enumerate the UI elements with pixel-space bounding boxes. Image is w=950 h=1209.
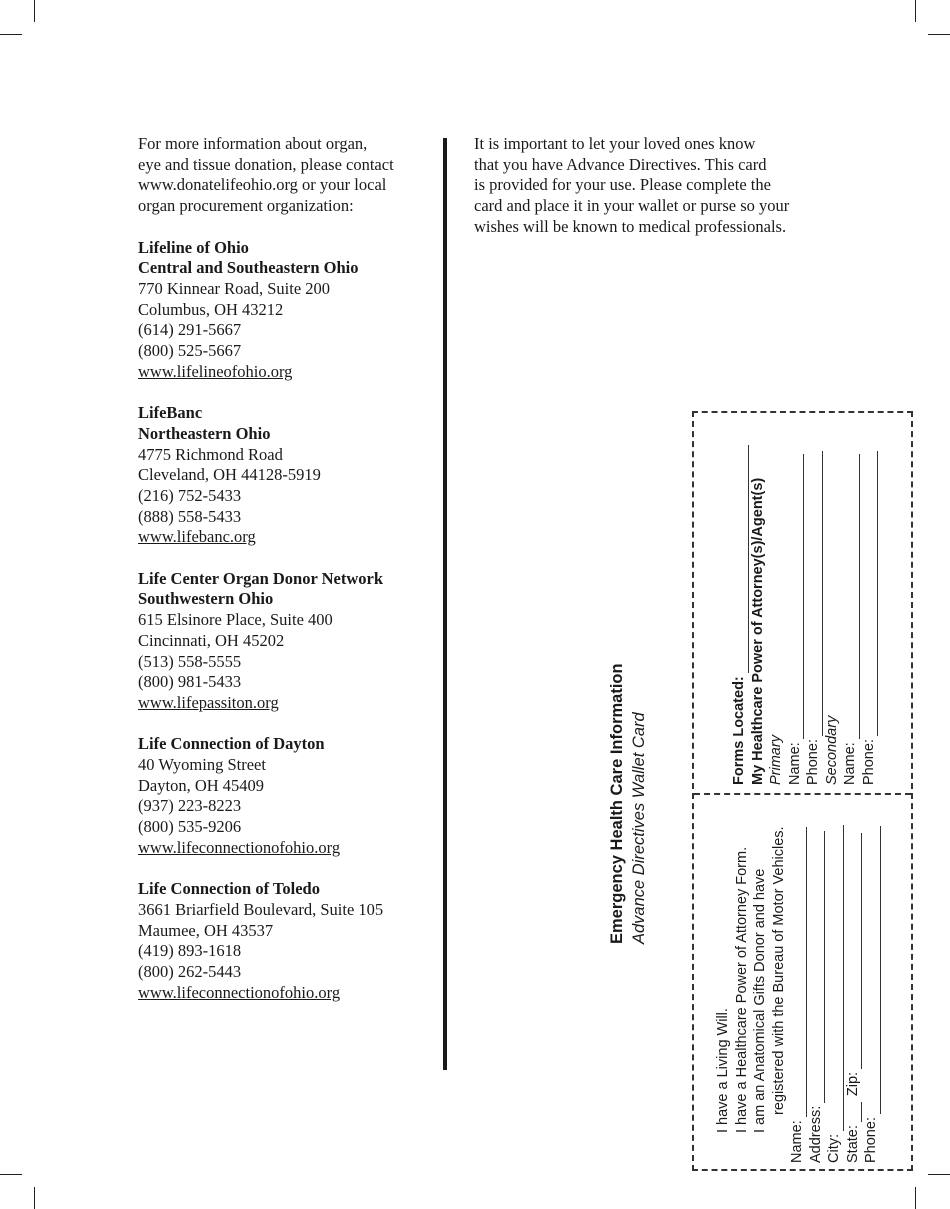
crop-mark: [915, 1187, 916, 1209]
org-name: Life Connection of Dayton: [138, 734, 325, 754]
org-phone: (800) 525-5667: [138, 341, 242, 361]
holder-address-line[interactable]: [812, 831, 825, 1103]
forms-located-line[interactable]: [736, 445, 749, 673]
card-statements: I have a Living Will. I have a Healthcare Power of Attorney Form. I am an Anatomical Gifts Donor and have registered with the Bureau of Motor Vehicles.: [715, 826, 787, 1133]
org-phone: (800) 262-5443: [138, 962, 242, 982]
forms-located-field: Forms Located:: [730, 445, 749, 785]
org-city: Cincinnati, OH 45202: [138, 630, 285, 650]
org-website-link[interactable]: www.lifepassiton.org: [138, 692, 279, 712]
org-website-link[interactable]: www.lifeconnectionofohio.org: [138, 982, 341, 1002]
organ-donation-info: [138, 134, 428, 1003]
org-life-connection-dayton: [138, 734, 428, 858]
org-address: 615 Elsinore Place, Suite 400: [138, 610, 333, 630]
holder-zip-line[interactable]: [849, 833, 862, 1069]
card-back-panel: [730, 445, 880, 785]
wallet-card: [692, 411, 913, 1171]
org-region: Northeastern Ohio: [138, 423, 271, 443]
org-phone: (216) 752-5433: [138, 485, 242, 505]
holder-state-line[interactable]: [849, 1102, 862, 1122]
org-city: Columbus, OH 43212: [138, 299, 284, 319]
org-website-link[interactable]: www.lifelineofohio.org: [138, 361, 293, 381]
holder-phone-line[interactable]: [868, 826, 881, 1114]
org-lifebanc: [138, 403, 428, 548]
org-lifeline-of-ohio: [138, 238, 428, 383]
poa-heading: My Healthcare Power of Attorney(s)/Agent(s): [749, 477, 766, 785]
holder-city-field: City:: [825, 818, 844, 1163]
card-subtitle: Advance Directives Wallet Card: [630, 712, 648, 944]
holder-phone-field: Phone:: [862, 818, 881, 1163]
crop-mark: [0, 1174, 22, 1175]
wallet-card-heading: [606, 640, 656, 944]
org-name: Life Connection of Toledo: [138, 879, 320, 899]
org-life-center: [138, 569, 428, 714]
org-phone: (800) 535-9206: [138, 817, 242, 837]
card-front-panel: [714, 818, 899, 1163]
donation-intro: For more information about organ, eye and tissue donation, please contact www.donatelifeohio.org or your local organ procurement organization:: [138, 134, 394, 216]
crop-mark: [34, 1187, 35, 1209]
column-divider: [443, 138, 447, 1070]
org-address: 40 Wyoming Street: [138, 755, 266, 775]
holder-state-zip-field: State: Zip:: [844, 818, 863, 1163]
org-phone: (937) 223-8223: [138, 796, 242, 816]
holder-address-field: Address:: [807, 818, 826, 1163]
org-name: Life Center Organ Donor Network: [138, 568, 384, 588]
holder-city-line[interactable]: [831, 825, 844, 1131]
org-region: Southwestern Ohio: [138, 589, 274, 609]
secondary-name-line[interactable]: [847, 454, 860, 739]
primary-name-field: Name:: [786, 445, 805, 785]
org-city: Cleveland, OH 44128-5919: [138, 465, 321, 485]
org-address: 3661 Briarfield Boulevard, Suite 105: [138, 899, 384, 919]
org-city: Maumee, OH 43537: [138, 920, 274, 940]
holder-name-field: Name:: [788, 818, 807, 1163]
secondary-phone-field: Phone:: [860, 445, 879, 785]
card-title: Emergency Health Care Information: [608, 663, 626, 944]
org-address: 770 Kinnear Road, Suite 200: [138, 278, 331, 298]
org-phone: (800) 981-5433: [138, 672, 242, 692]
primary-name-line[interactable]: [791, 454, 804, 739]
crop-mark: [928, 34, 950, 35]
secondary-agent-label: Secondary: [823, 715, 840, 785]
org-address: 4775 Richmond Road: [138, 444, 283, 464]
crop-mark: [0, 34, 22, 35]
advance-directives-intro: It is important to let your loved ones know that you have Advance Directives. This card is provided for your use. Please complete the card and place it in your wallet or purse so your wishes will be known to medical professionals.: [474, 134, 790, 236]
primary-agent-label: Primary: [768, 735, 784, 785]
org-website-link[interactable]: www.lifebanc.org: [138, 527, 256, 547]
crop-mark: [34, 0, 35, 22]
org-city: Dayton, OH 45409: [138, 775, 265, 795]
card-fold-line: [694, 793, 911, 795]
org-name: LifeBanc: [138, 403, 203, 423]
holder-name-line[interactable]: [794, 827, 807, 1117]
secondary-name-field: Name:: [841, 445, 860, 785]
org-region: Central and Southeastern Ohio: [138, 258, 359, 278]
crop-mark: [928, 1174, 950, 1175]
org-phone: (419) 893-1618: [138, 941, 242, 961]
org-name: Lifeline of Ohio: [138, 237, 249, 257]
primary-phone-field: Phone:: [804, 445, 823, 785]
org-phone: (513) 558-5555: [138, 651, 242, 671]
org-phone: (614) 291-5667: [138, 320, 242, 340]
org-website-link[interactable]: www.lifeconnectionofohio.org: [138, 837, 341, 857]
org-phone: (888) 558-5433: [138, 506, 242, 526]
org-life-connection-toledo: [138, 879, 428, 1003]
secondary-phone-line[interactable]: [865, 451, 878, 736]
crop-mark: [915, 0, 916, 22]
primary-phone-line[interactable]: [810, 451, 823, 736]
